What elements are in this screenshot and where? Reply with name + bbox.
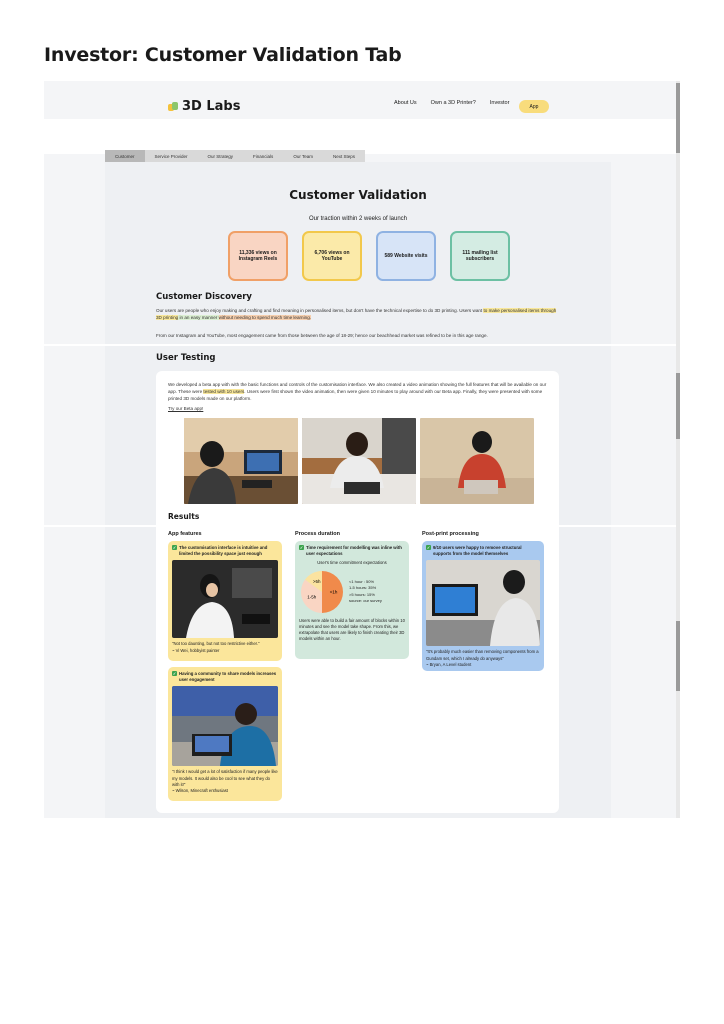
result-box-interface-title bbox=[172, 545, 278, 557]
document-title: Investor: Customer Validation Tab bbox=[44, 44, 402, 66]
scrollbar-thumb-3[interactable] bbox=[676, 621, 680, 691]
page-title: Customer Validation bbox=[289, 188, 427, 202]
result-box-community-title bbox=[172, 671, 278, 683]
page-subtitle: Our traction within 2 weeks of launch bbox=[308, 216, 408, 222]
engagement-text: From our Instagram and YouTube, most engagement came from those between the age of 18-29; hence our beachhead market was refined to be in this age range. bbox=[156, 333, 488, 338]
stat-website-label: 589 Website visits bbox=[384, 252, 428, 259]
user-testing-text bbox=[168, 381, 548, 402]
box2-author: ~ Wilson, Minecraft enthusiast bbox=[172, 787, 228, 793]
stat-instagram-label: 11,336 views on Instagram Reels bbox=[238, 249, 278, 262]
main-nav bbox=[394, 100, 509, 106]
section-divider-2 bbox=[44, 525, 676, 527]
check-icon: ✓ bbox=[299, 545, 304, 550]
logo-icon bbox=[168, 101, 179, 112]
check-icon: ✓ bbox=[172, 671, 177, 676]
site-header bbox=[44, 81, 676, 119]
result-box-community bbox=[168, 667, 282, 801]
section-divider bbox=[44, 344, 676, 346]
pie-legend-item: 1-5 hours: 35% bbox=[349, 585, 377, 591]
box1-author: ~ Vi Wei, hobbyist painter bbox=[172, 647, 220, 653]
tab-service-provider[interactable]: Service Provider bbox=[154, 153, 188, 159]
col-process-duration: Process duration bbox=[295, 531, 340, 537]
box2-quote: "I think I would get a lot of satisfaction if many people like my models. It would also be cool to see what they do with it!" bbox=[172, 769, 278, 787]
results-heading: Results bbox=[168, 512, 200, 521]
result-box-interface bbox=[168, 541, 282, 661]
testing-text-a: We developed a beta app with with the basic functions and controls of the customisation interface. We also created a video animation showing the full features that will be available on our app. These were bbox=[168, 382, 547, 395]
time-expectation-pie-chart bbox=[299, 569, 345, 615]
testing-text-b: . Users were first shown the video animation, then were given 10 minutes to play around with our Beta app. Finally, they were presented with some printed 3D models made on our platform. bbox=[168, 389, 543, 402]
user-testing-heading: User Testing bbox=[156, 353, 216, 363]
nav-about-us[interactable]: About Us bbox=[394, 100, 417, 106]
pie-chart-title: User's time commitment expectations bbox=[317, 560, 387, 566]
col-post-print: Post-print processing bbox=[422, 531, 479, 537]
stat-mailing-list bbox=[450, 231, 510, 281]
discovery-highlight-2: in an easy manner bbox=[178, 315, 219, 321]
page-scrollbar[interactable] bbox=[676, 81, 680, 818]
box2-title-text: Having a community to share models increases user engagement bbox=[179, 671, 277, 683]
box4-author: ~ Bryan, A Level student bbox=[426, 661, 472, 667]
box4-photo bbox=[426, 560, 540, 646]
traction-stats bbox=[228, 231, 510, 281]
nav-investor[interactable]: Investor bbox=[489, 100, 510, 106]
header-spacer bbox=[44, 119, 676, 154]
tab-customer[interactable]: Customer bbox=[105, 150, 145, 162]
pie-legend-item: <1 hour : 50% bbox=[349, 579, 375, 585]
app-button[interactable]: App bbox=[519, 100, 549, 113]
user-testing-card bbox=[156, 371, 559, 813]
check-icon: ✓ bbox=[426, 545, 431, 550]
investor-tabs bbox=[105, 150, 365, 162]
tab-our-strategy[interactable]: Our Strategy bbox=[207, 153, 234, 159]
box2-photo bbox=[172, 686, 278, 766]
discovery-text-a: Our users are people who enjoy making and crafting and find meaning in personalised items, but don't have the technical expertise to do 3D printing. Users want bbox=[156, 308, 484, 313]
stat-website bbox=[376, 231, 436, 281]
scrollbar-thumb-1[interactable] bbox=[676, 83, 680, 153]
tab-next-steps[interactable]: Next Steps bbox=[333, 153, 356, 159]
tab-financials[interactable]: Financials bbox=[253, 153, 274, 159]
stat-mailing-label: 111 mailing list subscribers bbox=[462, 249, 498, 262]
beta-app-link[interactable]: Try our Beta app! bbox=[168, 406, 204, 411]
box3-body: Users were able to build a fair amount of blocks within 10 minutes and see the model take shape. From this, we extrapolate that users are likely to finish creating their 3D models within an hour. bbox=[299, 617, 405, 641]
discovery-highlight-3: without needing to spend much time learning. bbox=[218, 315, 312, 321]
pie-chart-area bbox=[299, 569, 405, 615]
result-box-post-print bbox=[422, 541, 544, 671]
pie-slice-label: >5h bbox=[312, 578, 321, 584]
pie-slice-label: <1h bbox=[329, 589, 338, 595]
discovery-highlight-1: to make personalised items through 3D printing bbox=[156, 308, 557, 321]
logo-text: 3D Labs bbox=[182, 99, 241, 114]
customer-tab-panel bbox=[105, 162, 611, 818]
pie-legend-item: >5 hours: 15% bbox=[349, 591, 375, 597]
box1-title-text: The customisation interface is intuitive and limited the possibility space just enough bbox=[179, 545, 268, 557]
tab-our-team[interactable]: Our Team bbox=[293, 153, 313, 159]
stat-instagram bbox=[228, 231, 288, 281]
col-app-features: App features bbox=[168, 531, 202, 537]
scrollbar-thumb-2[interactable] bbox=[676, 373, 680, 439]
result-box-post-print-title bbox=[426, 545, 540, 557]
customer-discovery-text bbox=[156, 307, 561, 321]
pie-slice-label: 1-5h bbox=[307, 594, 317, 600]
box1-photo bbox=[172, 560, 278, 638]
box4-quote: "It's probably much easier than removing components from a Gundam set, which I already do anyways" bbox=[426, 649, 539, 661]
pie-legend bbox=[349, 579, 382, 604]
stat-youtube-label: 6,706 views on YouTube bbox=[314, 249, 350, 262]
box1-quote: "Not too daunting, but not too restrictive either." bbox=[172, 641, 260, 647]
pie-source: source: our survey bbox=[349, 597, 382, 603]
result-box-duration-title bbox=[299, 545, 405, 557]
nav-own-printer[interactable]: Own a 3D Printer? bbox=[430, 100, 476, 106]
browser-frame bbox=[44, 81, 680, 818]
site-logo[interactable] bbox=[168, 99, 240, 114]
customer-discovery-heading: Customer Discovery bbox=[156, 292, 252, 302]
testing-highlight: tested with 10 users bbox=[203, 389, 245, 395]
testing-photo-1 bbox=[184, 418, 298, 504]
stat-youtube bbox=[302, 231, 362, 281]
box3-title-text: Time requirement for modelling was inline with user expectations bbox=[306, 545, 402, 557]
box4-title-text: 9/10 users were happy to remove structural supports from the model themselves bbox=[433, 545, 522, 557]
check-icon: ✓ bbox=[172, 545, 177, 550]
result-box-duration bbox=[295, 541, 409, 659]
testing-photo-2 bbox=[302, 418, 416, 504]
testing-photo-3 bbox=[420, 418, 534, 504]
